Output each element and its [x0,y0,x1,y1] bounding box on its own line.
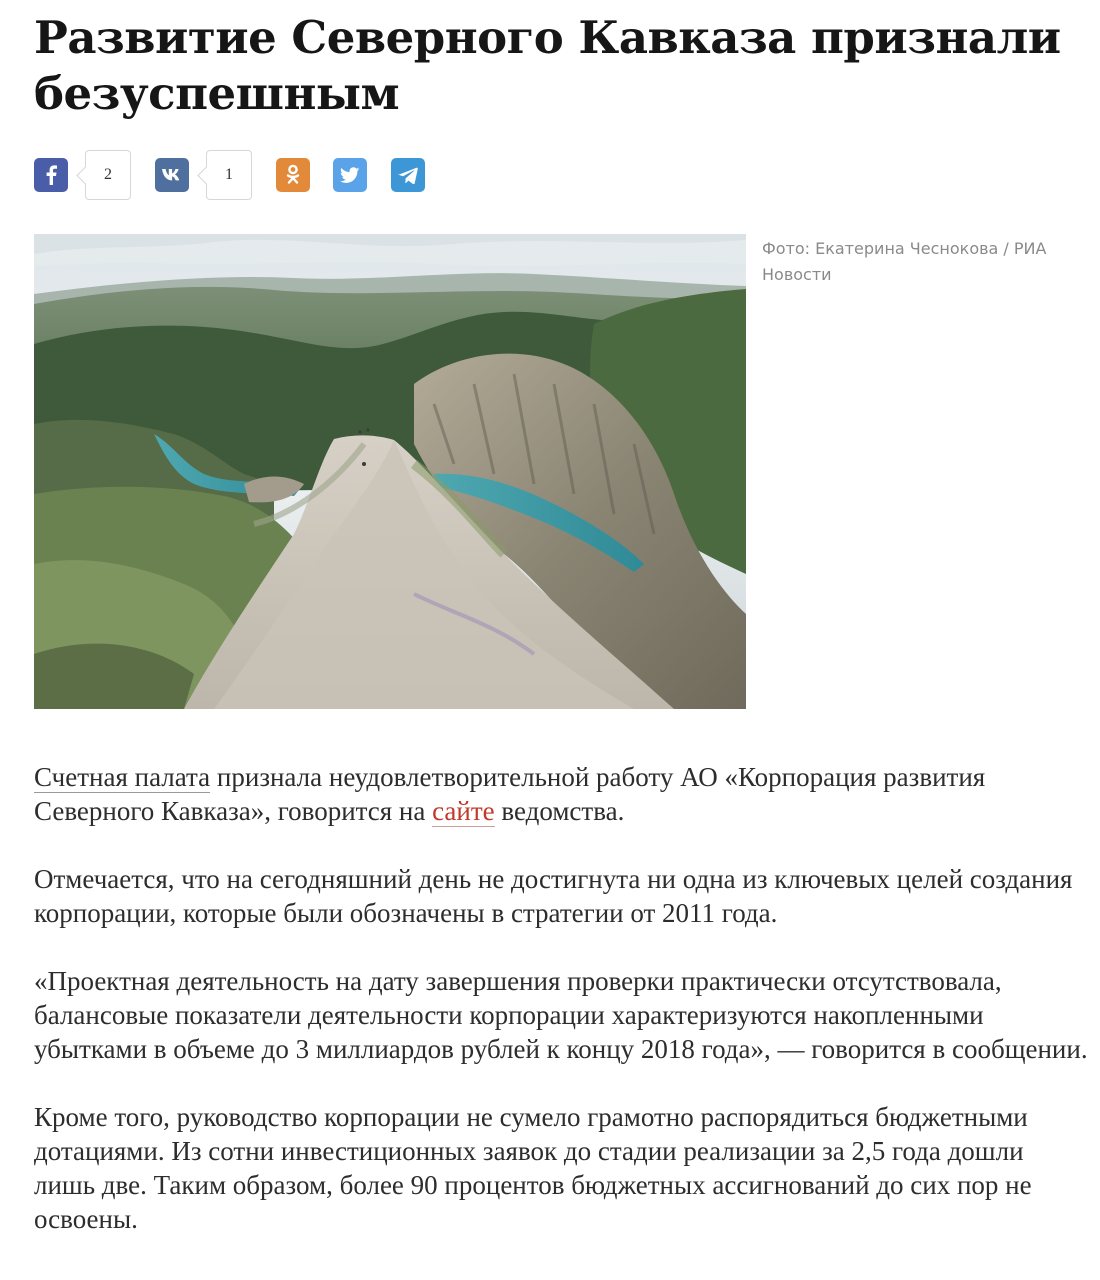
odnoklassniki-share-button[interactable] [276,158,310,192]
mountain-canyon-image [34,234,746,709]
vk-icon [161,168,183,182]
photo-caption: Фото: Екатерина Чеснокова / РИА Новости [762,239,1047,284]
telegram-icon [398,167,418,184]
twitter-share-button[interactable] [333,158,367,192]
article-title: Развитие Северного Кавказа признали безуспешным [34,11,1061,120]
twitter-icon [340,167,360,184]
facebook-share-button[interactable] [34,158,68,192]
website-link[interactable]: сайте [432,796,495,826]
share-bar [34,150,634,200]
odnoklassniki-icon [285,164,301,186]
vk-share-count: 1 [206,150,252,200]
article-paragraph-2: Отмечается, что на сегодняшний день не достигнута ни одна из ключевых целей создания корпорации, которые были обозначены в стратегии от 2011 года. [34,864,1073,928]
article-paragraph-4: Кроме того, руководство корпорации не сумело грамотно распорядиться бюджетными дотациями. Из сотни инвестиционных заявок до стадии реализации за 2,5 года дошли лишь две. Таким образом, более 90 процентов бюджетных ассигнований до сих пор не освоены. [34,1102,1032,1234]
telegram-share-button[interactable] [391,158,425,192]
paragraph-text: признала неудовлетворительной работу АО «Корпорация развития Северного Кавказа», говорится на [34,762,986,826]
accounts-chamber-link[interactable]: Счетная палата [34,762,211,792]
vk-share-button[interactable] [155,158,189,192]
article-body [34,760,1089,1270]
paragraph-text: ведомства. [494,796,625,826]
article-paragraph-1 [34,760,1089,828]
facebook-icon [44,165,58,185]
article-photo [34,234,746,709]
article-paragraph-3: «Проектная деятельность на дату завершения проверки практически отсутствовала, балансовые показатели деятельности корпорации характеризуются накопленными убытками в объеме до 3 миллиардов рублей к концу 2018 года», — говорится в сообщении. [34,966,1088,1064]
facebook-share-count: 2 [85,150,131,200]
